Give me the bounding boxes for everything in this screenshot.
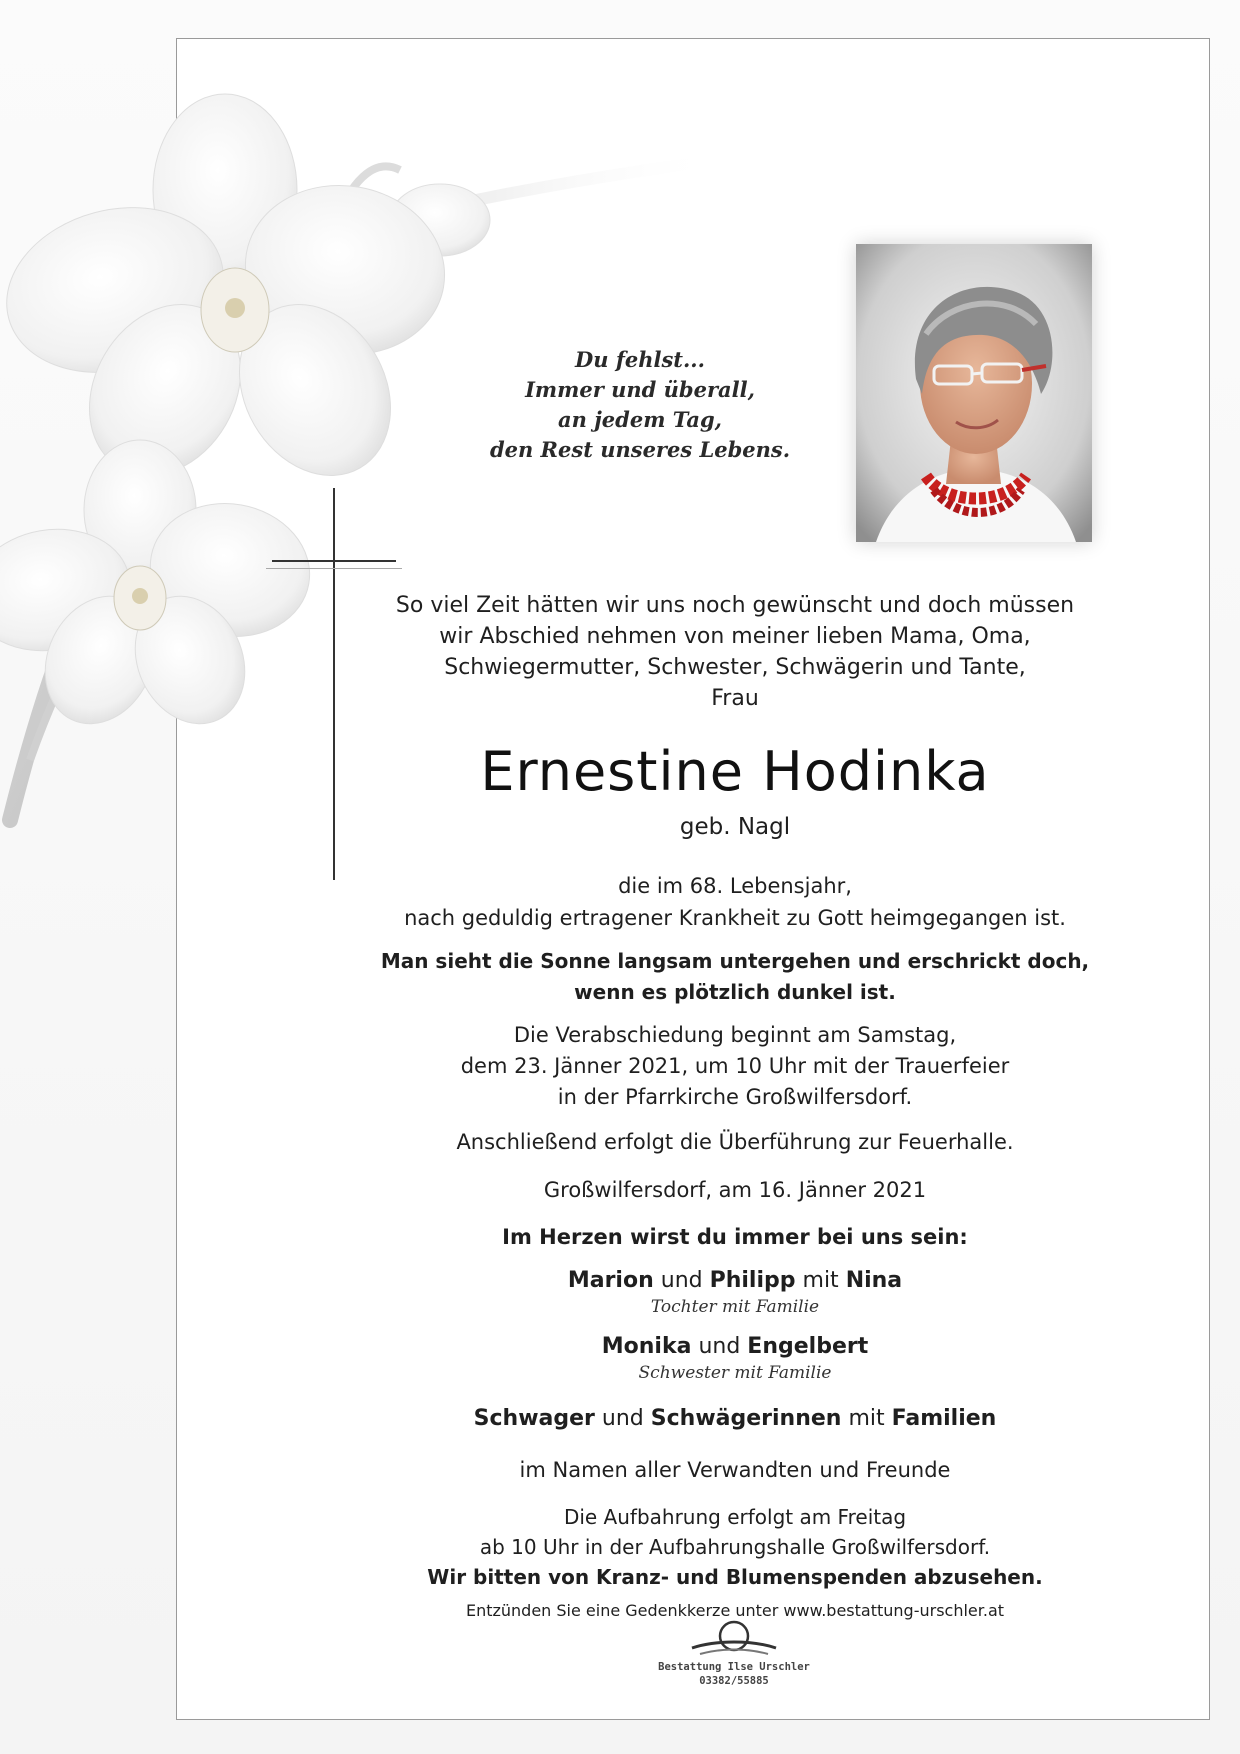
age-line: die im 68. Lebensjahr, bbox=[618, 874, 852, 898]
family-member: Engelbert bbox=[747, 1334, 869, 1359]
birth-name: geb. Nagl bbox=[679, 814, 791, 840]
funeral-home-info bbox=[618, 1660, 850, 1688]
transfer-text: Anschließend erfolgt die Überführung zur Feuerhalle. bbox=[456, 1130, 1014, 1154]
family-group-in-laws bbox=[370, 1404, 1100, 1434]
cross-horizontal-shadow bbox=[266, 568, 402, 569]
quote-line: Immer und überall, bbox=[525, 377, 755, 402]
portrait-photo bbox=[856, 244, 1092, 542]
motto-line: wenn es plötzlich dunkel ist. bbox=[574, 980, 896, 1004]
funeral-home-name: Bestattung Ilse Urschler bbox=[658, 1661, 810, 1673]
ceremony-line: in der Pfarrkirche Großwilfersdorf. bbox=[557, 1085, 913, 1109]
intro-text bbox=[370, 590, 1100, 714]
place-date: Großwilfersdorf, am 16. Jänner 2021 bbox=[543, 1178, 927, 1202]
family-conjunction: und bbox=[660, 1268, 703, 1293]
viewing-line: ab 10 Uhr in der Aufbahrungshalle Großwilfersdorf. bbox=[479, 1535, 991, 1559]
family-group-daughter bbox=[370, 1266, 1100, 1296]
family-member: Philipp bbox=[709, 1268, 796, 1293]
intro-line: wir Abschied nehmen von meiner lieben Mama, Oma, bbox=[439, 624, 1031, 649]
memorial-quote bbox=[440, 345, 840, 465]
age-line: nach geduldig ertragener Krankheit zu Gott heimgegangen ist. bbox=[404, 906, 1066, 930]
intro-line: Schwiegermutter, Schwester, Schwägerin und Tante, bbox=[444, 655, 1026, 680]
family-relation: Schwester mit Familie bbox=[638, 1363, 832, 1383]
relatives-text: im Namen aller Verwandten und Freunde bbox=[519, 1458, 951, 1482]
family-relation: Tochter mit Familie bbox=[650, 1297, 820, 1317]
family-conjunction: und bbox=[601, 1406, 644, 1431]
family-conjunction: mit bbox=[848, 1406, 885, 1431]
ceremony-line: Die Verabschiedung beginnt am Samstag, bbox=[513, 1023, 957, 1047]
family-conjunction: und bbox=[698, 1334, 741, 1359]
family-member: Marion bbox=[567, 1268, 654, 1293]
motto-text bbox=[370, 946, 1100, 1008]
ceremony-line: dem 23. Jänner 2021, um 10 Uhr mit der Trauerfeier bbox=[460, 1054, 1010, 1078]
motto-line: Man sieht die Sonne langsam untergehen und erschrickt doch, bbox=[380, 949, 1090, 973]
family-member: Familien bbox=[891, 1406, 997, 1431]
intro-line: Frau bbox=[711, 686, 759, 711]
age-text bbox=[370, 870, 1100, 934]
cross-vertical bbox=[333, 488, 335, 880]
family-member: Schwägerinnen bbox=[650, 1406, 842, 1431]
quote-line: den Rest unseres Lebens. bbox=[489, 437, 791, 462]
quote-line: an jedem Tag, bbox=[558, 407, 722, 432]
candle-link-text: Entzünden Sie eine Gedenkkerze unter www.bestattung-urschler.at bbox=[465, 1601, 1005, 1620]
family-group-sister bbox=[370, 1332, 1100, 1362]
intro-line: So viel Zeit hätten wir uns noch gewünscht und doch müssen bbox=[395, 593, 1075, 618]
funeral-home-phone: 03382/55885 bbox=[699, 1675, 769, 1687]
cross-horizontal bbox=[272, 560, 396, 562]
family-member: Monika bbox=[601, 1334, 692, 1359]
funeral-home-logo-icon bbox=[686, 1618, 782, 1658]
viewing-line: Die Aufbahrung erfolgt am Freitag bbox=[563, 1505, 907, 1529]
ceremony-text bbox=[370, 1020, 1100, 1113]
family-conjunction: mit bbox=[802, 1268, 839, 1293]
deceased-name: Ernestine Hodinka bbox=[480, 740, 990, 803]
family-member: Nina bbox=[845, 1268, 903, 1293]
hearts-text: Im Herzen wirst du immer bei uns sein: bbox=[502, 1225, 968, 1249]
wreaths-request: Wir bitten von Kranz- und Blumenspenden abzusehen. bbox=[427, 1565, 1043, 1589]
viewing-text bbox=[370, 1502, 1100, 1562]
family-member: Schwager bbox=[473, 1406, 595, 1431]
quote-line: Du fehlst... bbox=[575, 347, 705, 372]
